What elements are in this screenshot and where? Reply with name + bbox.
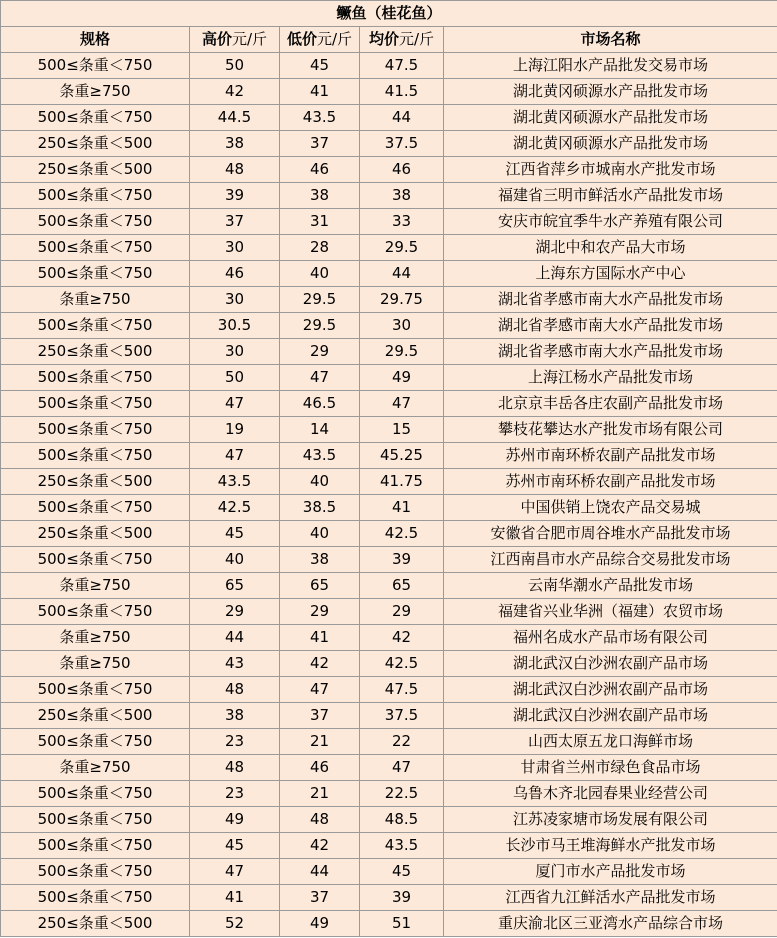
- header-spec: 规格: [1, 27, 190, 53]
- table-row: [1, 183, 777, 209]
- table-row: [1, 781, 777, 807]
- cell-spec: 500≤条重＜750: [1, 443, 190, 469]
- cell-spec: 500≤条重＜750: [1, 209, 190, 235]
- cell-high: 38: [190, 131, 280, 157]
- table-row: [1, 53, 777, 79]
- table-row: [1, 79, 777, 105]
- table-row: [1, 625, 777, 651]
- cell-high: 30: [190, 287, 280, 313]
- cell-high: 43: [190, 651, 280, 677]
- table-row: [1, 547, 777, 573]
- cell-market: 江西省九江鲜活水产品批发市场: [444, 885, 777, 911]
- cell-market: 湖北省孝感市南大水产品批发市场: [444, 313, 777, 339]
- cell-avg: 37.5: [360, 703, 444, 729]
- cell-avg: 29: [360, 599, 444, 625]
- cell-market: 福建省三明市鲜活水产品批发市场: [444, 183, 777, 209]
- cell-market: 攀枝花攀达水产批发市场有限公司: [444, 417, 777, 443]
- cell-market: 北京京丰岳各庄农副产品批发市场: [444, 391, 777, 417]
- cell-avg: 42.5: [360, 521, 444, 547]
- cell-avg: 15: [360, 417, 444, 443]
- cell-avg: 47: [360, 391, 444, 417]
- cell-high: 23: [190, 729, 280, 755]
- cell-market: 湖北黄冈硕源水产品批发市场: [444, 105, 777, 131]
- cell-low: 29.5: [280, 313, 360, 339]
- cell-high: 47: [190, 859, 280, 885]
- table-row: [1, 443, 777, 469]
- cell-low: 43.5: [280, 105, 360, 131]
- cell-high: 47: [190, 391, 280, 417]
- cell-high: 50: [190, 53, 280, 79]
- table-row: [1, 573, 777, 599]
- header-avg-label: 均价: [368, 30, 399, 48]
- cell-spec: 500≤条重＜750: [1, 183, 190, 209]
- cell-high: 19: [190, 417, 280, 443]
- cell-avg: 46: [360, 157, 444, 183]
- cell-spec: 条重≥750: [1, 625, 190, 651]
- cell-low: 37: [280, 885, 360, 911]
- cell-avg: 42: [360, 625, 444, 651]
- cell-low: 38: [280, 547, 360, 573]
- cell-high: 41: [190, 885, 280, 911]
- cell-low: 43.5: [280, 443, 360, 469]
- cell-avg: 44: [360, 105, 444, 131]
- cell-market: 安庆市皖宜季牛水产养殖有限公司: [444, 209, 777, 235]
- cell-spec: 条重≥750: [1, 651, 190, 677]
- cell-spec: 500≤条重＜750: [1, 547, 190, 573]
- cell-spec: 500≤条重＜750: [1, 833, 190, 859]
- cell-avg: 47.5: [360, 677, 444, 703]
- cell-high: 44: [190, 625, 280, 651]
- cell-low: 40: [280, 469, 360, 495]
- cell-spec: 条重≥750: [1, 79, 190, 105]
- cell-market: 中国供销上饶农产品交易城: [444, 495, 777, 521]
- cell-low: 48: [280, 807, 360, 833]
- cell-avg: 30: [360, 313, 444, 339]
- cell-avg: 41: [360, 495, 444, 521]
- table-row: [1, 911, 777, 937]
- table-body: [1, 53, 777, 937]
- cell-high: 29: [190, 599, 280, 625]
- cell-spec: 500≤条重＜750: [1, 313, 190, 339]
- header-avg: [360, 27, 444, 53]
- table-row: [1, 703, 777, 729]
- cell-low: 21: [280, 781, 360, 807]
- table-row: [1, 807, 777, 833]
- cell-low: 31: [280, 209, 360, 235]
- cell-high: 42.5: [190, 495, 280, 521]
- cell-market: 江西南昌市水产品综合交易批发市场: [444, 547, 777, 573]
- cell-avg: 47.5: [360, 53, 444, 79]
- cell-high: 48: [190, 755, 280, 781]
- cell-market: 甘肃省兰州市绿色食品市场: [444, 755, 777, 781]
- cell-avg: 48.5: [360, 807, 444, 833]
- cell-avg: 29.5: [360, 235, 444, 261]
- table-row: [1, 391, 777, 417]
- cell-high: 42: [190, 79, 280, 105]
- cell-market: 湖北武汉白沙洲农副产品市场: [444, 651, 777, 677]
- cell-avg: 49: [360, 365, 444, 391]
- cell-market: 重庆渝北区三亚湾水产品综合市场: [444, 911, 777, 937]
- cell-market: 山西太原五龙口海鲜市场: [444, 729, 777, 755]
- cell-high: 39: [190, 183, 280, 209]
- cell-low: 38.5: [280, 495, 360, 521]
- cell-avg: 51: [360, 911, 444, 937]
- cell-market: 湖北省孝感市南大水产品批发市场: [444, 287, 777, 313]
- cell-low: 49: [280, 911, 360, 937]
- header-high: [190, 27, 280, 53]
- table-row: [1, 599, 777, 625]
- cell-low: 42: [280, 651, 360, 677]
- cell-spec: 250≤条重＜500: [1, 157, 190, 183]
- cell-avg: 22: [360, 729, 444, 755]
- cell-spec: 500≤条重＜750: [1, 391, 190, 417]
- cell-high: 46: [190, 261, 280, 287]
- cell-avg: 44: [360, 261, 444, 287]
- cell-high: 45: [190, 521, 280, 547]
- cell-market: 厦门市水产品批发市场: [444, 859, 777, 885]
- header-low-unit: 元/斤: [316, 30, 353, 48]
- cell-high: 43.5: [190, 469, 280, 495]
- header-high-unit: 元/斤: [231, 30, 268, 48]
- cell-avg: 42.5: [360, 651, 444, 677]
- cell-avg: 22.5: [360, 781, 444, 807]
- cell-high: 37: [190, 209, 280, 235]
- cell-low: 38: [280, 183, 360, 209]
- cell-market: 湖北黄冈硕源水产品批发市场: [444, 131, 777, 157]
- cell-spec: 250≤条重＜500: [1, 521, 190, 547]
- cell-spec: 条重≥750: [1, 573, 190, 599]
- cell-high: 30.5: [190, 313, 280, 339]
- cell-spec: 250≤条重＜500: [1, 911, 190, 937]
- cell-avg: 29.75: [360, 287, 444, 313]
- cell-avg: 37.5: [360, 131, 444, 157]
- cell-low: 46: [280, 755, 360, 781]
- cell-high: 49: [190, 807, 280, 833]
- cell-low: 29.5: [280, 287, 360, 313]
- cell-high: 50: [190, 365, 280, 391]
- cell-low: 42: [280, 833, 360, 859]
- table-row: [1, 235, 777, 261]
- cell-avg: 41.5: [360, 79, 444, 105]
- cell-low: 45: [280, 53, 360, 79]
- cell-low: 28: [280, 235, 360, 261]
- cell-market: 湖北黄冈硕源水产品批发市场: [444, 79, 777, 105]
- cell-avg: 39: [360, 547, 444, 573]
- cell-market: 云南华潮水产品批发市场: [444, 573, 777, 599]
- cell-avg: 38: [360, 183, 444, 209]
- table-row: [1, 417, 777, 443]
- cell-avg: 43.5: [360, 833, 444, 859]
- cell-low: 65: [280, 573, 360, 599]
- header-row: [1, 27, 777, 53]
- cell-spec: 500≤条重＜750: [1, 677, 190, 703]
- cell-high: 48: [190, 157, 280, 183]
- cell-low: 47: [280, 677, 360, 703]
- cell-market: 福建省兴业华洲（福建）农贸市场: [444, 599, 777, 625]
- cell-high: 47: [190, 443, 280, 469]
- table-row: [1, 469, 777, 495]
- cell-low: 47: [280, 365, 360, 391]
- cell-spec: 500≤条重＜750: [1, 885, 190, 911]
- table-row: [1, 365, 777, 391]
- cell-low: 44: [280, 859, 360, 885]
- table-row: [1, 729, 777, 755]
- cell-spec: 500≤条重＜750: [1, 807, 190, 833]
- cell-high: 65: [190, 573, 280, 599]
- table-row: [1, 833, 777, 859]
- cell-low: 46.5: [280, 391, 360, 417]
- cell-spec: 500≤条重＜750: [1, 417, 190, 443]
- cell-market: 长沙市马王堆海鲜水产批发市场: [444, 833, 777, 859]
- table-row: [1, 755, 777, 781]
- cell-avg: 29.5: [360, 339, 444, 365]
- cell-low: 21: [280, 729, 360, 755]
- cell-high: 23: [190, 781, 280, 807]
- table-row: [1, 313, 777, 339]
- cell-low: 37: [280, 703, 360, 729]
- cell-low: 29: [280, 339, 360, 365]
- cell-market: 乌鲁木齐北园春果业经营公司: [444, 781, 777, 807]
- cell-low: 41: [280, 79, 360, 105]
- cell-avg: 41.75: [360, 469, 444, 495]
- cell-high: 48: [190, 677, 280, 703]
- cell-market: 湖北省孝感市南大水产品批发市场: [444, 339, 777, 365]
- cell-spec: 条重≥750: [1, 755, 190, 781]
- table-row: [1, 261, 777, 287]
- cell-market: 福州名成水产品市场有限公司: [444, 625, 777, 651]
- title-row: [1, 1, 777, 27]
- header-low-label: 低价: [286, 30, 317, 48]
- cell-low: 14: [280, 417, 360, 443]
- table-row: [1, 131, 777, 157]
- cell-market: 湖北武汉白沙洲农副产品市场: [444, 703, 777, 729]
- cell-market: 上海东方国际水产中心: [444, 261, 777, 287]
- cell-market: 安徽省合肥市周谷堆水产品批发市场: [444, 521, 777, 547]
- cell-avg: 45: [360, 859, 444, 885]
- table-row: [1, 105, 777, 131]
- cell-market: 上海江阳水产品批发交易市场: [444, 53, 777, 79]
- cell-avg: 39: [360, 885, 444, 911]
- header-high-label: 高价: [201, 30, 232, 48]
- table-row: [1, 339, 777, 365]
- cell-high: 30: [190, 235, 280, 261]
- header-avg-unit: 元/斤: [398, 30, 435, 48]
- cell-spec: 500≤条重＜750: [1, 53, 190, 79]
- table-row: [1, 209, 777, 235]
- cell-avg: 65: [360, 573, 444, 599]
- cell-spec: 500≤条重＜750: [1, 781, 190, 807]
- cell-spec: 条重≥750: [1, 287, 190, 313]
- table-row: [1, 495, 777, 521]
- cell-low: 40: [280, 261, 360, 287]
- cell-spec: 500≤条重＜750: [1, 235, 190, 261]
- cell-spec: 250≤条重＜500: [1, 131, 190, 157]
- cell-high: 44.5: [190, 105, 280, 131]
- table-title: 鳜鱼（桂花鱼）: [1, 1, 777, 27]
- cell-spec: 500≤条重＜750: [1, 729, 190, 755]
- cell-market: 上海江杨水产品批发市场: [444, 365, 777, 391]
- table-row: [1, 885, 777, 911]
- cell-spec: 250≤条重＜500: [1, 339, 190, 365]
- table-row: [1, 521, 777, 547]
- cell-avg: 47: [360, 755, 444, 781]
- cell-market: 苏州市南环桥农副产品批发市场: [444, 443, 777, 469]
- cell-market: 江西省萍乡市城南水产批发市场: [444, 157, 777, 183]
- cell-spec: 250≤条重＜500: [1, 469, 190, 495]
- cell-spec: 500≤条重＜750: [1, 859, 190, 885]
- cell-low: 46: [280, 157, 360, 183]
- table-row: [1, 287, 777, 313]
- cell-low: 37: [280, 131, 360, 157]
- cell-high: 52: [190, 911, 280, 937]
- cell-avg: 33: [360, 209, 444, 235]
- cell-avg: 45.25: [360, 443, 444, 469]
- cell-market: 江苏凌家塘市场发展有限公司: [444, 807, 777, 833]
- cell-market: 湖北武汉白沙洲农副产品市场: [444, 677, 777, 703]
- cell-low: 29: [280, 599, 360, 625]
- cell-high: 30: [190, 339, 280, 365]
- cell-spec: 500≤条重＜750: [1, 105, 190, 131]
- header-low: [280, 27, 360, 53]
- cell-low: 41: [280, 625, 360, 651]
- cell-spec: 500≤条重＜750: [1, 261, 190, 287]
- cell-low: 40: [280, 521, 360, 547]
- cell-market: 苏州市南环桥农副产品批发市场: [444, 469, 777, 495]
- cell-spec: 500≤条重＜750: [1, 599, 190, 625]
- cell-high: 40: [190, 547, 280, 573]
- cell-high: 45: [190, 833, 280, 859]
- header-market: 市场名称: [444, 27, 777, 53]
- cell-high: 38: [190, 703, 280, 729]
- table-row: [1, 859, 777, 885]
- table-row: [1, 157, 777, 183]
- cell-spec: 500≤条重＜750: [1, 365, 190, 391]
- cell-spec: 250≤条重＜500: [1, 703, 190, 729]
- cell-market: 湖北中和农产品大市场: [444, 235, 777, 261]
- cell-spec: 500≤条重＜750: [1, 495, 190, 521]
- table-row: [1, 677, 777, 703]
- table-row: [1, 651, 777, 677]
